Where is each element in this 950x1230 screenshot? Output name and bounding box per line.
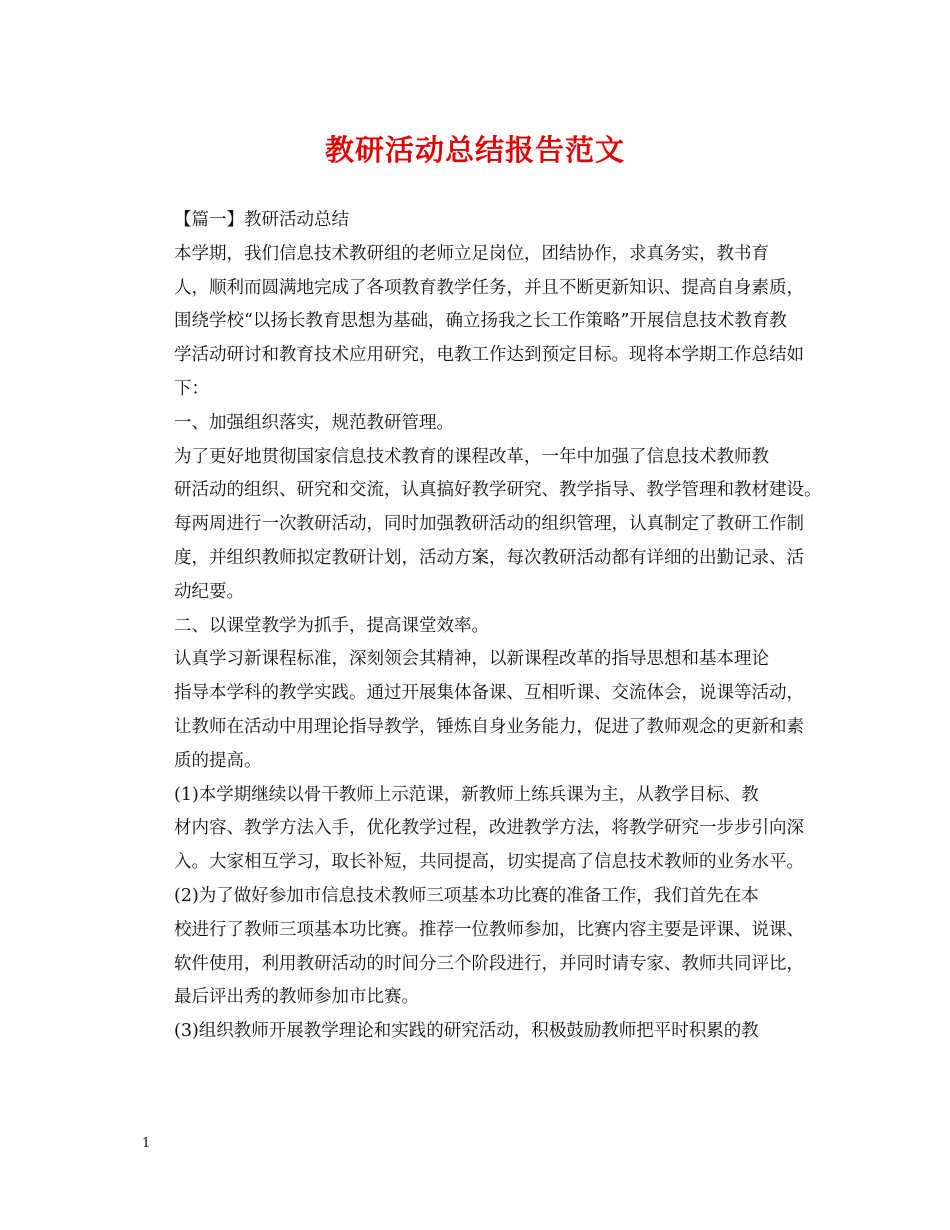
- text-line: 一、加强组织落实，规范教研管理。: [174, 412, 454, 433]
- text-line: 软件使用，利用教研活动的时间分三个阶段进行，并同时请专家、教师共同评比，: [174, 953, 804, 974]
- text-line: 让教师在活动中用理论指导教学，锤炼自身业务能力，促进了教师观念的更新和素: [174, 716, 804, 737]
- text-line: 质的提高。: [174, 750, 262, 771]
- paragraph-item-3: [140, 1015, 820, 1049]
- paragraph-item-2: [140, 880, 820, 1015]
- text-line: (3)组织教师开展教学理论和实践的研究活动，积极鼓励教师把平时积累的教: [174, 1021, 759, 1042]
- text-line: 本学期，我们信息技术教研组的老师立足岗位，团结协作，求真务实，教书育: [174, 243, 769, 264]
- paragraph-research-management: [140, 441, 820, 610]
- page-number: 1: [142, 1136, 151, 1151]
- text-line: 围绕学校“以扬长教育思想为基础，确立扬我之长工作策略”开展信息技术教育教: [174, 311, 787, 332]
- document-body: [140, 204, 820, 1049]
- text-line: 动纪要。: [174, 581, 244, 602]
- text-line: (2)为了做好参加市信息技术教师三项基本功比赛的准备工作，我们首先在本: [174, 885, 759, 906]
- text-line: 指导本学科的教学实践。通过开展集体备课、互相听课、交流体会，说课等活动，: [174, 683, 804, 704]
- text-line: 人，顺利而圆满地完成了各项教育教学任务，并且不断更新知识、提高自身素质，: [174, 277, 804, 298]
- text-line: 研活动的组织、研究和交流，认真搞好教学研究、教学指导、教学管理和教材建设。: [174, 480, 822, 501]
- text-line: 入。大家相互学习，取长补短，共同提高，切实提高了信息技术教师的业务水平。: [174, 852, 804, 873]
- text-line: 每两周进行一次教研活动，同时加强教研活动的组织管理，认真制定了教研工作制: [174, 514, 804, 535]
- text-line: 为了更好地贯彻国家信息技术教育的课程改革，一年中加强了信息技术教师教: [174, 446, 769, 467]
- text-line: 度，并组织教师拟定教研计划，活动方案，每次教研活动都有详细的出勤记录、活: [174, 547, 804, 568]
- text-line: 最后评出秀的教师参加市比赛。: [174, 987, 419, 1008]
- text-line: 校进行了教师三项基本功比赛。推荐一位教师参加，比赛内容主要是评课、说课、: [174, 919, 804, 940]
- text-line: 材内容、教学方法入手，优化教学过程，改进教学方法，将教学研究一步步引向深: [174, 818, 804, 839]
- text-line: 认真学习新课程标准，深刻领会其精神，以新课程改革的指导思想和基本理论: [174, 649, 769, 670]
- text-line: 二、以课堂教学为抓手，提高课堂效率。: [174, 615, 489, 636]
- document-title: 教研活动总结报告范文: [324, 133, 625, 167]
- section-heading: 【篇一】教研活动总结: [174, 210, 349, 230]
- paragraph-curriculum-study: [140, 643, 820, 778]
- paragraph-item-1: [140, 779, 820, 880]
- text-line: 下：: [174, 378, 209, 399]
- subheading-two: [140, 610, 820, 644]
- text-line: 学活动研讨和教育技术应用研究，电教工作达到预定目标。现将本学期工作总结如: [174, 345, 804, 366]
- paragraph-intro: [140, 238, 820, 407]
- subheading-one: [140, 407, 820, 441]
- text-line: (1)本学期继续以骨干教师上示范课，新教师上练兵课为主，从教学目标、教: [174, 784, 759, 805]
